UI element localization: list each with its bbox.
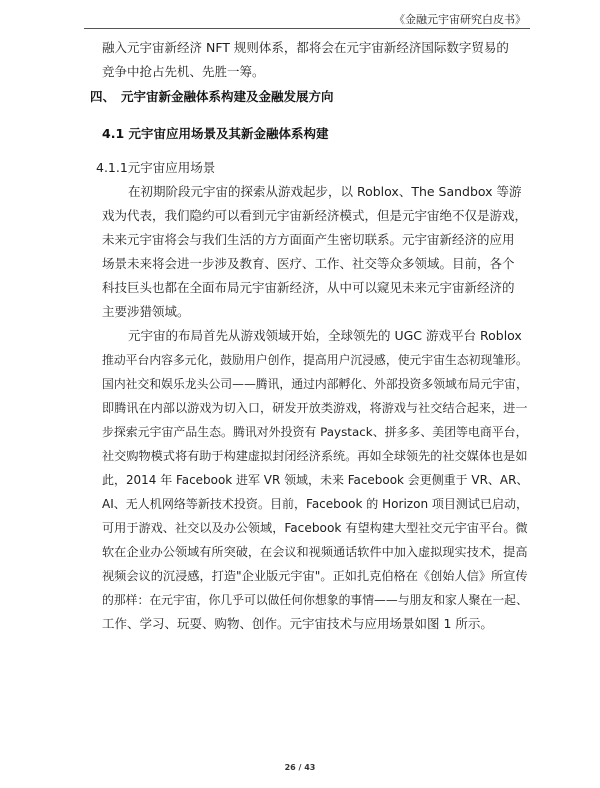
header-title: 《金融元宇宙研究白皮书》 [394, 13, 526, 26]
paragraph-line: 戏为代表，我们隐约可以看到元宇宙新经济模式，但是元宇宙绝不仅是游戏， [102, 208, 528, 223]
paragraph-line: 未来元宇宙将会与我们生活的方方面面产生密切联系。元宇宙新经济的应用 [102, 232, 515, 247]
intro-line: 融入元宇宙新经济 NFT 规则体系，都将会在元宇宙新经济国际数字贸易的 [102, 40, 509, 55]
subsubsection-title: 4.1.1元宇宙应用场景 [96, 160, 216, 175]
intro-line: 竞争中抢占先机、先胜一筹。 [102, 64, 265, 79]
paragraph-line: 软在企业办公领域有所突破，在会议和视频通话软件中加入虚拟现实技术，提高 [102, 545, 528, 559]
page-number: 26 / 43 [284, 763, 316, 772]
paragraph-line: 工作、学习、玩耍、购物、创作。元宇宙技术与应用场景如图 1 所示。 [102, 616, 493, 631]
section-title: 元宇宙新金融体系构建及金融发展方向 [121, 89, 334, 104]
paragraph-line: 社交购物模式将有助于构建虚拟封闭经济系统。再如全球领先的社交媒体也是如 [102, 449, 528, 463]
paragraph-line: AI、无人机网络等新技术投资。目前，Facebook 的 Horizon 项目测试已启动， [102, 497, 529, 511]
paragraph-line: 科技巨头也都在全面布局元宇宙新经济，从中可以窥见未来元宇宙新经济的 [102, 280, 515, 295]
paragraph-line: 推动平台内容多元化，鼓励用户创作，提高用户沉浸感，使元宇宙生态初现雏形。 [102, 353, 528, 367]
paragraph-line: 视频会议的沉浸感，打造"企业版元宇宙"。正如扎克伯格在《创始人信》所宣传 [102, 569, 528, 583]
page-header [84, 10, 530, 29]
paragraph-line: 可用于游戏、社交以及办公领域，Facebook 有望构建大型社交元宇宙平台。微 [102, 521, 528, 535]
paragraph-line: 步探索元宇宙产品生态。腾讯对外投资有 Paystack、拼多多、美团等电商平台， [102, 425, 528, 439]
paragraph-line: 国内社交和娱乐龙头公司——腾讯，通过内部孵化、外部投资多领域布局元宇宙， [102, 377, 528, 391]
paragraph-line: 场景未来将会进一步涉及教育、医疗、工作、社交等众多领域。目前，各个 [102, 256, 515, 271]
paragraph-line: 在初期阶段元宇宙的探索从游戏起步，以 Roblox、The Sandbox 等游 [128, 184, 522, 199]
paragraph-line: 此，2014 年 Facebook 进军 VR 领域，未来 Facebook 会更侧重于 VR、AR、 [102, 473, 529, 487]
subsection-title: 4.1 元宇宙应用场景及其新金融体系构建 [102, 126, 329, 141]
paragraph-line: 即腾讯在内部以游戏为切入口，研发开放类游戏，将游戏与社交结合起来，进一 [102, 401, 528, 415]
section-number: 四、 [90, 89, 116, 104]
paragraph-line: 的那样：在元宇宙，你几乎可以做任何你想象的事情——与朋友和家人聚在一起、 [102, 593, 528, 607]
paragraph-line: 元宇宙的布局首先从游戏领域开始，全球领先的 UGC 游戏平台 Roblox [128, 328, 522, 343]
paragraph-line: 主要涉猎领域。 [102, 304, 190, 319]
